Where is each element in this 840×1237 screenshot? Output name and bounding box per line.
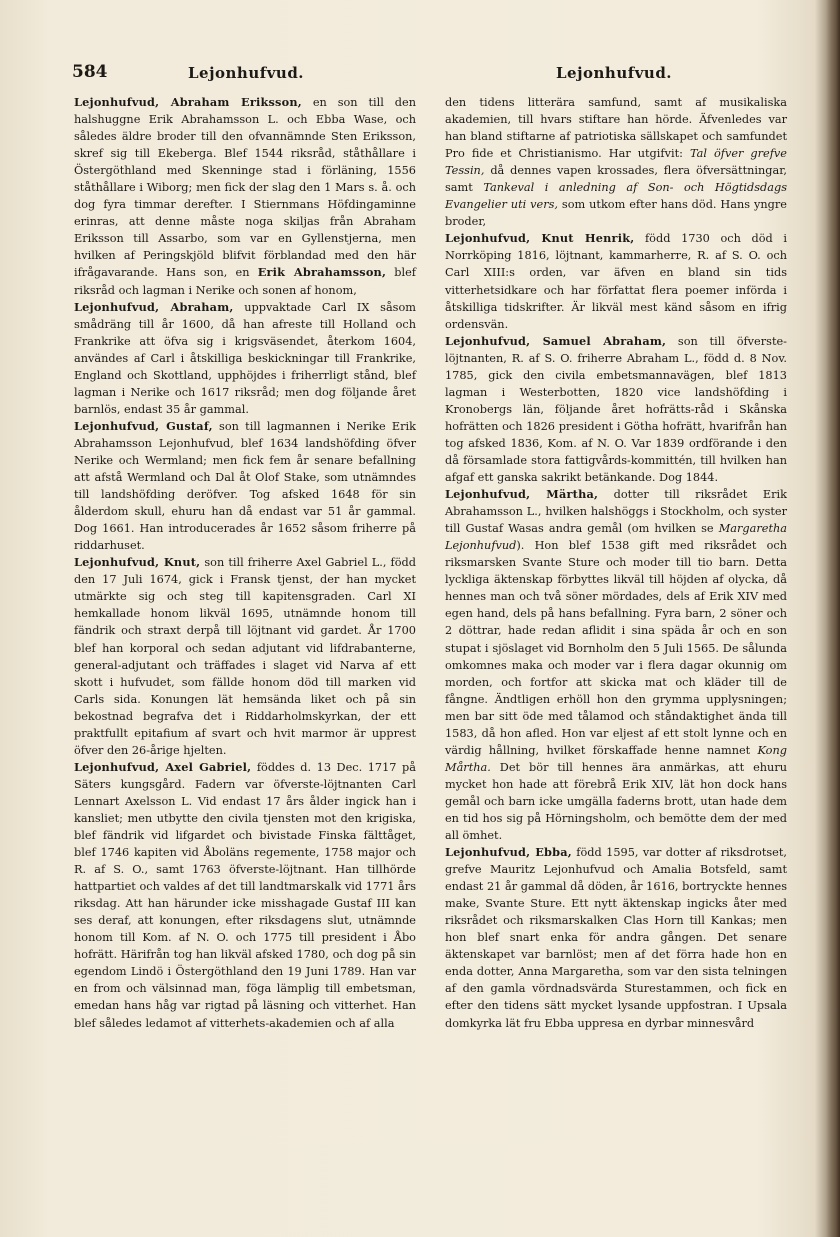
work-title: Tal öfver grefve Tessin, [445, 147, 787, 178]
entry-abraham-eriksson [74, 94, 416, 299]
entry-text: föddes d. 13 Dec. 1717 på Säters kungsgård. Fadern var öfverste-löjtnanten Carl Lennart Axelsson L. Vid endast 17 års ålder ingick han i kansliet; men utbytte den civila tjensten mot den krigiska, blef fändrik vid lifgardet och bivistade Finska fälttåget, blef 1746 kapiten vid Åboläns regemente, 1758 major och R. af S. O., samt 1763 öfverste-löjtnant. Han tillhörde hattpartiet och valdes af det till landtmarskalk vid 1771 års riksdag. Att han härunder icke misshagade Gustaf III kan ses deraf, att konungen, efter riksdagens slut, utnämnde honom till Kom. af N. O. och 1775 till president i Åbo hofrätt. Härifrån tog han likväl afsked 1780, och dog på sin egendom Lindö i Östergöthland den 19 Juni 1789. Han var en from och välsinnad man, föga lämplig till embetsman, emedan hans håg var rigtad på läsning och vitterhet. Han blef således ledamot af vitterhets-akademien och af alla [74, 760, 416, 1030]
book-spine-shadow [826, 0, 840, 1237]
entry-text: född 1595, var dotter af riksdrotset, grefve Mauritz Lejonhufvud och Amalia Botsfeld, samt endast 21 år gammal då döden, år 1616, bortryckte hennes make, Svante Sture. Ett nytt äktenskap ingicks åter med riksrådet och riksmarskalken Clas Horn till Kankas; men hon blef snart enka för andra gången. Det senare äktenskapet var barnlöst; men af det förra hade hon en enda dotter, Anna Margaretha, som var den sista telningen af den gamla vördnadsvärda Sturestammen, och fick en efter den tidens sätt mycket lysande uppfostran. I Upsala domkyrka lät fru Ebba uppresa en dyrbar minnesvård [445, 846, 787, 1030]
cross-reference: Margaretha Lejonhufvud [445, 522, 787, 553]
entry-gustaf [74, 418, 416, 554]
page-header [72, 62, 812, 88]
left-column [74, 94, 416, 1032]
entry-headword: Lejonhufvud, Märtha, [445, 487, 599, 502]
entry-headword: Lejonhufvud, Knut Henrik, [445, 231, 635, 246]
entry-ebba [445, 844, 787, 1032]
entry-knut [74, 554, 416, 759]
entry-headword: Lejonhufvud, Ebba, [445, 845, 572, 860]
entry-text: då dennes vapen krossades, flera öfversättningar, samt [445, 164, 787, 195]
entry-headword: Lejonhufvud, Abraham, [74, 299, 234, 314]
entry-headword: Lejonhufvud, Samuel Abraham, [445, 333, 667, 348]
entry-text: född 1730 och död i Norrköping 1816, löjtnant, kammarherre, R. af S. O. och Carl XIII:s orden, var äfven en bland sin tids vitterhetsidkare och har författat flera poemer införda i åtskilliga tidskrifter. Är likväl mest känd såsom en ifrig ordensvän. [445, 232, 787, 331]
running-head-left: Lejonhufvud. [188, 64, 305, 82]
entry-text: son till friherre Axel Gabriel L., född den 17 Juli 1674, gick i Fransk tjenst, der han mycket utmärkte sig och steg till kapitensgraden. Carl XI hemkallade honom likväl 1695, utnämnde honom till fändrik och straxt derpå till löjtnant vid gardet. År 1700 blef han korporal och sedan adjutant vid lifdrabanterne, general-adjutant och träffades i slaget vid Narva af ett skott i hufvudet, som fällde honom död till marken vid Carls sida. Konungen lät hemsända liket och på sin bekostnad begrafva det i Riddarholmskyrkan, der ett praktfullt epitafium af svart och hvit marmor är upprest öfver den 26-årige hjelten. [74, 556, 416, 757]
entry-martha [445, 486, 787, 844]
work-title: Tankeval i anledning af Son- och Högtidsdags Evangelier uti vers, [445, 181, 787, 212]
entry-abraham [74, 299, 416, 418]
entry-text: en son till den halshuggne Erik Abrahamsson L. och Ebba Wase, och således äldre broder till den ofvannämnde Sten Eriksson, skref sig till Ekeberga. Blef 1544 riksråd, ståthållare i Östergöthland med Skenninge stad i förläning, 1556 ståthållare i Wiborg; men fick der slag den 1 Mars s. å. och dog fyra timmar derefter. I Stiernmans Höfdingaminne erinras, att denne måste noga skiljas från Abraham Eriksson till Assarbo, som var en Gyllenstjerna, men hvilken af Peringskjöld blifvit förblandad med den här ifrågavarande. Hans son, en [74, 96, 416, 280]
entry-headword: Lejonhufvud, Axel Gabriel, [74, 759, 252, 774]
entry-text: son till lagmannen i Nerike Erik Abrahamsson Lejonhufvud, blef 1634 landshöfding öfver Nerike och Wermland; men fick fem år senare befallning att afstå Wermland och Dal åt Olof Stake, som utnämndes till landshöfding deröfver. Tog afsked 1648 för sin ålderdom skull, ehuru han då endast var 51 år gammal. Dog 1661. Han introducerades år 1652 såsom friherre på riddarhuset. [74, 419, 416, 553]
entry-headword: Lejonhufvud, Abraham Eriksson, [74, 95, 302, 109]
entry-samuel-abraham [445, 333, 787, 486]
entry-text: den tidens litterära samfund, samt af musikaliska akademien, till hvars stiftare han hörde. Äfvenledes var han bland stiftarne af patriotiska sällskapet och samfundet Pro fide et Christianismo. Har utgifvit: [445, 96, 787, 161]
entry-axel-gabriel [74, 759, 416, 1032]
entry-text: blef riksråd och lagman i Nerike och sonen af honom, [74, 266, 416, 297]
entry-knut-henrik [445, 230, 787, 332]
entry-headword: Lejonhufvud, Gustaf, [74, 418, 213, 433]
entry-text: dotter till riksrådet Erik Abrahamsson L., hvilken halshöggs i Stockholm, och syster till Gustaf Wasas andra gemål (om hvilken se [445, 488, 788, 536]
entry-text: ). Hon blef 1538 gift med riksrådet och riksmarsken Svante Sture och moder till tio barn. Detta lyckliga äktenskap förbyttes likväl till höjden af olycka, då hennes man och två söner mördades, dels af Erik XIV med egen hand, dels på hans befallning. Fyra barn, 2 söner och 2 döttrar, hade redan aflidit i sina späda år och en son stupat i sjöslaget vid Bornholm den 5 Juli 1565. De sålunda omkomnes maka och moder var i flera dagar okunnig om morden, och fortfor att skicka mat och kläder till de fångne. Ändtligen erhöll hon den grymma upplysningen; men bar sitt öde med tålamod och ståndaktighet ända till 1583, då hon afled. Hon var eljest af ett stolt lynne och en värdig hållning, hvilket förskaffade henne namnet [445, 539, 787, 757]
entry-text: som utkom efter hans död. Hans yngre broder, [445, 198, 787, 229]
entry-headword: Lejonhufvud, Knut, [74, 555, 201, 570]
entry-inline-name: Erik Abrahamsson, [257, 265, 387, 280]
entry-text: Det bör till hennes ära anmärkas, att ehuru mycket hon hade att förebrå Erik XIV, lät hon dock hans gemål och barn icke umgälla faderns brott, utan hade dem en tid hos sig på Hörningsholm, och bemötte dem der med all ömhet. [445, 760, 787, 843]
running-head-right: Lejonhufvud. [556, 64, 673, 82]
right-column [445, 94, 787, 1032]
entry-text: uppvaktade Carl IX såsom smådräng till år 1600, då han afreste till Holland och Frankrike att öfva sig i krigsväsendet, återkom 1604, användes af Carl i åtskilliga beskickningar till Frankrike, England och Skottland, upphöjdes i friherrligt stånd, blef lagman i Nerike och 1617 riksråd; men dog följande året barnlös, endast 35 år gammal. [74, 300, 416, 416]
epithet: Kong Mårtha. [445, 743, 787, 774]
entry-axel-gabriel-continued [445, 94, 787, 230]
page-number: 584 [72, 62, 108, 82]
entry-text: son till öfverste-löjtnanten, R. af S. O. friherre Abraham L., född d. 8 Nov. 1785, gick den civila embetsmannavägen, blef 1813 lagman i Westerbotten, 1820 vice landshöfding i Kronobergs län, följande året hofrätts-råd i Skånska hofrätten och 1826 president i Götha hofrätt, hvarifrån han tog afsked 1836, Kom. af N. O. Var 1839 ordförande i den då församlade stora fattigvårds-kommittén, till hvilken han afgaf ett ganska sakrikt betänkande. Dog 1844. [445, 334, 787, 485]
